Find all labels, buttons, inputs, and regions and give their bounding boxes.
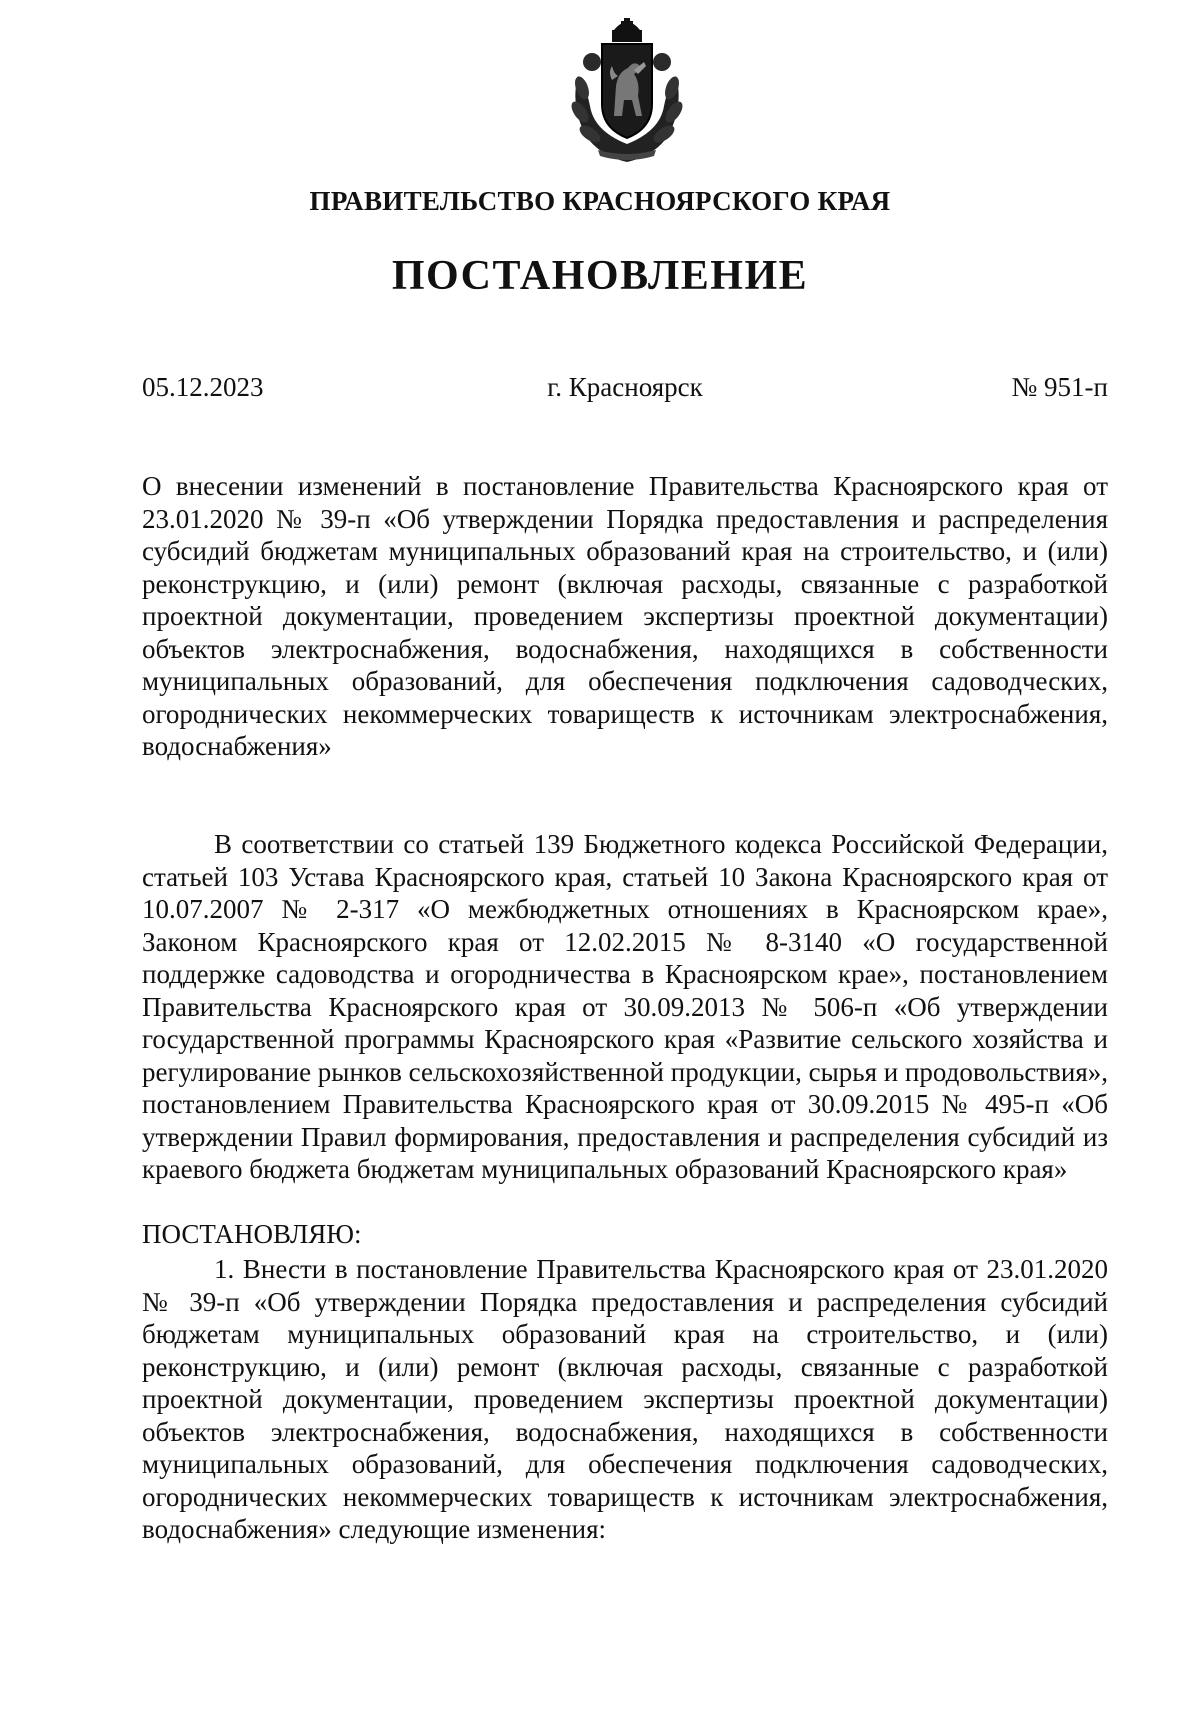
- document-number: № 951-п: [1011, 372, 1108, 402]
- preamble-paragraph: В соответствии со статьей 139 Бюджетного кодекса Российской Федерации, статьей 103 Устава Красноярского края, статьей 10 Закона Красноярского края от 10.07.2007 № 2-317 «О межбюджетных отношениях в Красноярском крае», Законом Красноярского края от 12.02.2015 № 8-3140 «О государственной поддержке садоводства и огородничества в Красноярском крае», постановлением Правительства Красноярского края от 30.09.2013 № 506-п «Об утверждении государственной программы Красноярского края «Развитие сельского хозяйства и регулирование рынков сельскохозяйственной продукции, сырья и продовольствия», постановлением Правительства Красноярского края от 30.09.2015 № 495-п «Об утверждении Правил формирования, предоставления и распределения субсидий из краевого бюджета бюджетам муниципальных образований Красноярского края»: [142, 829, 1108, 1184]
- coat-of-arms-icon: [568, 16, 686, 164]
- document-meta-row: [142, 372, 1108, 408]
- document-type-heading: ПОСТАНОВЛЕНИЕ: [391, 253, 809, 299]
- document-subject: О внесении изменений в постановление Правительства Красноярского края от 23.01.2020 № 39-п «Об утверждении Порядка предоставления и распределения субсидий бюджетам муниципальных образований края на строительство, и (или) реконструкцию, и (или) ремонт (включая расходы, связанные с разработкой проектной документации, проведением экспертизы проектной документации) объектов электроснабжения, водоснабжения, находящихся в собственности муниципальных образований, для обеспечения подключения садоводческих, огороднических некоммерческих товариществ к источникам электроснабжения, водоснабжения»: [142, 471, 1108, 761]
- government-title: ПРАВИТЕЛЬСТВО КРАСНОЯРСКОГО КРАЯ: [309, 186, 891, 216]
- document-date: 05.12.2023: [142, 372, 264, 402]
- item-1-paragraph: 1. Внести в постановление Правительства Красноярского края от 23.01.2020 № 39-п «Об утверждении Порядка предоставления и распределения субсидий бюджетам муниципальных образований края на строительство, и (или) реконструкцию, и (или) ремонт (включая расходы, связанные с разработкой проектной документации, проведением экспертизы проектной документации) объектов электроснабжения, водоснабжения, находящихся в собственности муниципальных образований, для обеспечения подключения садоводческих, огороднических некоммерческих товариществ к источникам электроснабжения, водоснабжения» следующие изменения:: [142, 1254, 1108, 1544]
- document-city: г. Красноярск: [547, 372, 703, 402]
- decree-word: ПОСТАНОВЛЯЮ:: [142, 1219, 362, 1249]
